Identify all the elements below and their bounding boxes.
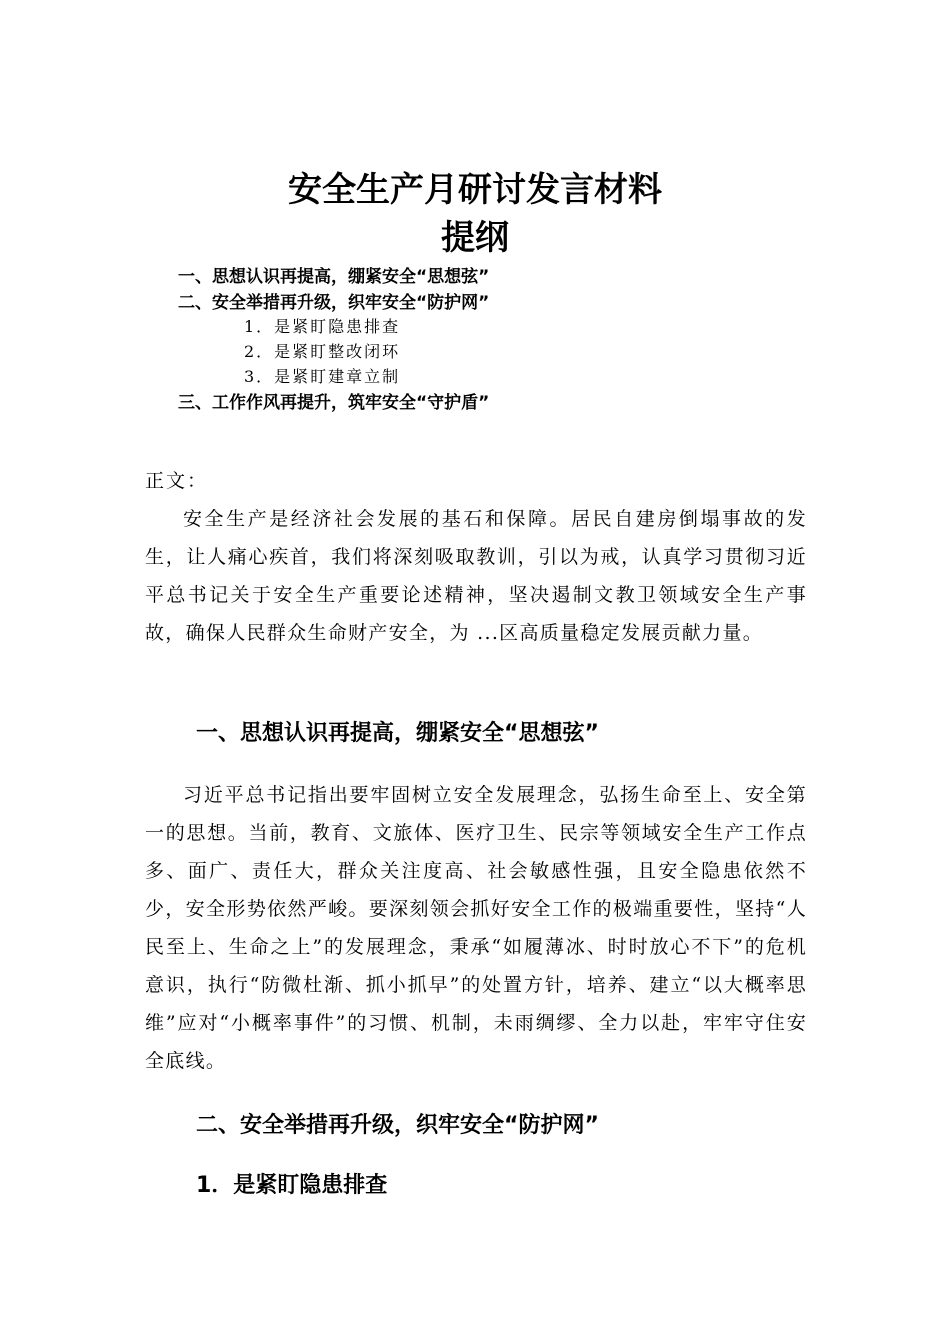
document-title: 安全生产月研讨发言材料 [288, 170, 662, 210]
outline-item: 一、思想认识再提高，绷紧安全“思想弦” [178, 267, 490, 287]
document-subtitle: 提纲 [441, 218, 509, 258]
outline-subitem: 3．是紧盯建章立制 [244, 367, 401, 386]
outline-item: 二、安全举措再升级，织牢安全“防护网” [178, 293, 490, 313]
section-heading: 一、思想认识再提高，绷紧安全“思想弦” [196, 721, 599, 746]
outline-item: 三、工作作风再提升，筑牢安全“守护盾” [178, 393, 490, 413]
subsection-heading: 1．是紧盯隐患排查 [196, 1173, 388, 1198]
body-label: 正文： [145, 470, 209, 492]
outline-subitem: 2．是紧盯整改闭环 [244, 342, 401, 361]
outline-subitem: 1．是紧盯隐患排查 [244, 317, 401, 336]
intro-paragraph: 安全生产是经济社会发展的基石和保障。居民自建房倒塌事故的发生，让人痛心疾首，我们将深刻吸取教训，引以为戒，认真学习贯彻习近平总书记关于安全生产重要论述精神，坚决遏制文教卫领域安全生产事故，确保人民群众生命财产安全，为 ...区高质量稳定发展贡献力量。 [145, 508, 807, 644]
section-paragraph: 习近平总书记指出要牢固树立安全发展理念，弘扬生命至上、安全第一的思想。当前，教育、文旅体、医疗卫生、民宗等领域安全生产工作点多、面广、责任大，群众关注度高、社会敏感性强，且安全隐患依然不少，安全形势依然严峻。要深刻领会抓好安全工作的极端重要性，坚持“人民至上、生命之上”的发展理念，秉承“如履薄冰、时时放心不下”的危机意识，执行“防微杜渐、抓小抓早”的处置方针，培养、建立“以大概率思维”应对“小概率事件”的习惯、机制，未雨绸缪、全力以赴，牢牢守住安全底线。 [145, 784, 807, 1072]
section-heading: 二、安全举措再升级，织牢安全“防护网” [196, 1113, 599, 1138]
